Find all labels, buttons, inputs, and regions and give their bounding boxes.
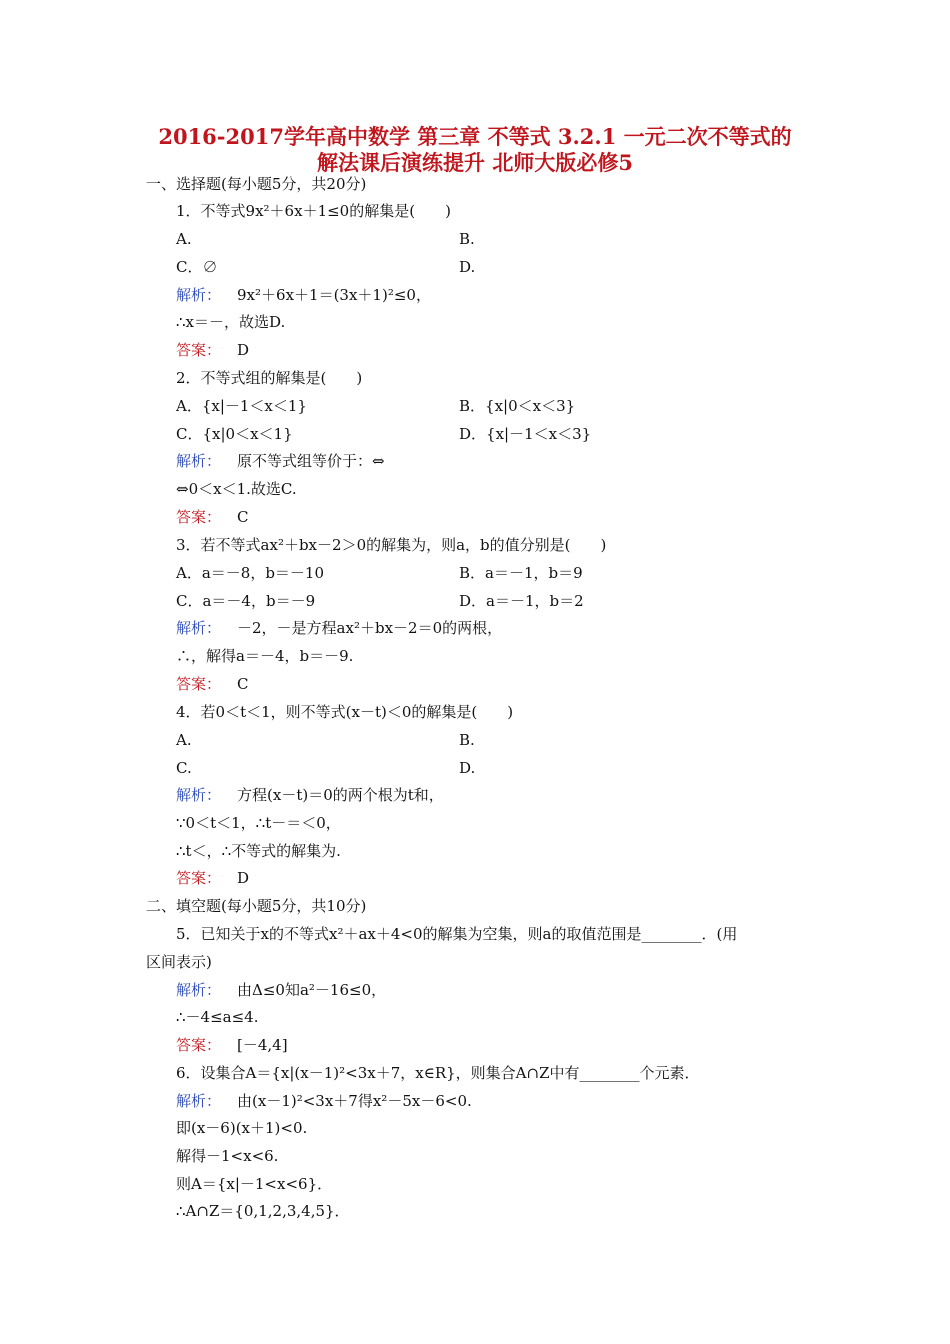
q3-stem: 3．若不等式ax²＋bx－2＞0的解集为，则a，b的值分别是( ): [176, 536, 607, 554]
q1-analysis-cont: ∴x＝－，故选D.: [176, 313, 286, 331]
q6-analysis-cont-1: 即(x－6)(x＋1)<0.: [176, 1119, 308, 1137]
q6-stem: 6．设集合A＝{x|(x－1)²<3x＋7，x∈R}，则集合A∩Z中有________个元素．: [176, 1064, 700, 1082]
q2-option-b: B．{x|0＜x＜3}: [459, 397, 576, 415]
q2-answer-value: C: [237, 508, 249, 526]
q1-answer-value: D: [237, 341, 250, 359]
answer-label: 答案：: [176, 1036, 222, 1054]
q2-analysis-text: 原不等式组等价于：⇔: [237, 452, 385, 470]
analysis-label: 解析：: [176, 452, 222, 470]
q4-option-b: B.: [459, 731, 475, 749]
q1-analysis: [176, 285, 431, 305]
q4-analysis-cont-1: ∵0＜t＜1，∴t－＝＜0，: [176, 814, 341, 832]
analysis-label: 解析：: [176, 786, 222, 804]
answer-label: 答案：: [176, 869, 222, 887]
answer-label: 答案：: [176, 675, 222, 693]
q5-stem-cont: 区间表示): [146, 953, 212, 971]
analysis-label: 解析：: [176, 619, 222, 637]
q3-answer: [176, 674, 249, 694]
q6-analysis-cont-4: ∴A∩Z＝{0,1,2,3,4,5}．: [176, 1202, 350, 1220]
q3-analysis-text: －2，－是方程ax²＋bx－2＝0的两根，: [237, 619, 503, 637]
q5-analysis: [176, 980, 386, 1000]
q4-option-c: C.: [176, 759, 192, 777]
q4-option-d: D.: [459, 759, 476, 777]
q2-option-d: D．{x|－1＜x＜3}: [459, 425, 592, 443]
q2-option-a: A．{x|－1＜x＜1}: [176, 397, 307, 415]
q1-stem: 1．不等式9x²＋6x＋1≤0的解集是( ): [176, 202, 451, 220]
q3-option-b: B．a＝－1，b＝9: [459, 564, 583, 582]
q4-answer: [176, 868, 249, 888]
q3-analysis: [176, 618, 502, 638]
q5-answer-value: [－4,4]: [237, 1036, 288, 1054]
q6-analysis: [176, 1091, 472, 1111]
q4-analysis: [176, 785, 444, 805]
document-title-line-1: 2016-2017学年高中数学 第三章 不等式 3.2.1 一元二次不等式的: [158, 124, 792, 149]
q4-option-a: A.: [176, 731, 192, 749]
q3-option-a: A．a＝－8，b＝－10: [176, 564, 325, 582]
q2-analysis: [176, 451, 385, 471]
q5-answer: [176, 1035, 288, 1055]
q3-option-c: C．a＝－4，b＝－9: [176, 592, 316, 610]
q2-analysis-cont: ⇔0＜x＜1.故选C.: [176, 480, 297, 498]
q2-answer: [176, 507, 249, 527]
q1-option-d: D.: [459, 258, 476, 276]
q4-analysis-cont-2: ∴t＜，∴不等式的解集为.: [176, 842, 341, 860]
section-heading-choice: 一、选择题(每小题5分，共20分): [146, 175, 367, 193]
q1-option-a: A.: [176, 230, 192, 248]
q5-stem: 5．已知关于x的不等式x²＋ax＋4<0的解集为空集，则a的取值范围是________．(用: [176, 925, 738, 943]
section-heading-fill: 二、填空题(每小题5分，共10分): [146, 897, 367, 915]
answer-label: 答案：: [176, 341, 222, 359]
q3-option-d: D．a＝－1，b＝2: [459, 592, 584, 610]
q5-analysis-cont: ∴－4≤a≤4.: [176, 1008, 259, 1026]
q1-option-c: C．∅: [176, 258, 218, 276]
analysis-label: 解析：: [176, 981, 222, 999]
q4-stem: 4．若0＜t＜1，则不等式(x－t)＜0的解集是( ): [176, 703, 514, 721]
q1-analysis-text: 9x²＋6x＋1＝(3x＋1)²≤0，: [237, 286, 431, 304]
q6-analysis-text: 由(x－1)²<3x＋7得x²－5x－6<0.: [237, 1092, 472, 1110]
q6-analysis-cont-3: 则A＝{x|－1<x<6}．: [176, 1175, 333, 1193]
q1-option-b: B.: [459, 230, 475, 248]
q3-answer-value: C: [237, 675, 249, 693]
q4-analysis-text: 方程(x－t)＝0的两个根为t和，: [237, 786, 444, 804]
document-title-line-2: 解法课后演练提升 北师大版必修5: [317, 150, 633, 175]
q6-analysis-cont-2: 解得－1<x<6.: [176, 1147, 279, 1165]
q2-option-c: C．{x|0＜x＜1}: [176, 425, 293, 443]
q3-analysis-cont: ∴，解得a＝－4，b＝－9.: [176, 647, 354, 665]
q4-answer-value: D: [237, 869, 250, 887]
q1-answer: [176, 340, 249, 360]
analysis-label: 解析：: [176, 1092, 222, 1110]
q5-analysis-text: 由Δ≤0知a²－16≤0，: [237, 981, 387, 999]
analysis-label: 解析：: [176, 286, 222, 304]
q2-stem: 2．不等式组的解集是( ): [176, 369, 363, 387]
answer-label: 答案：: [176, 508, 222, 526]
